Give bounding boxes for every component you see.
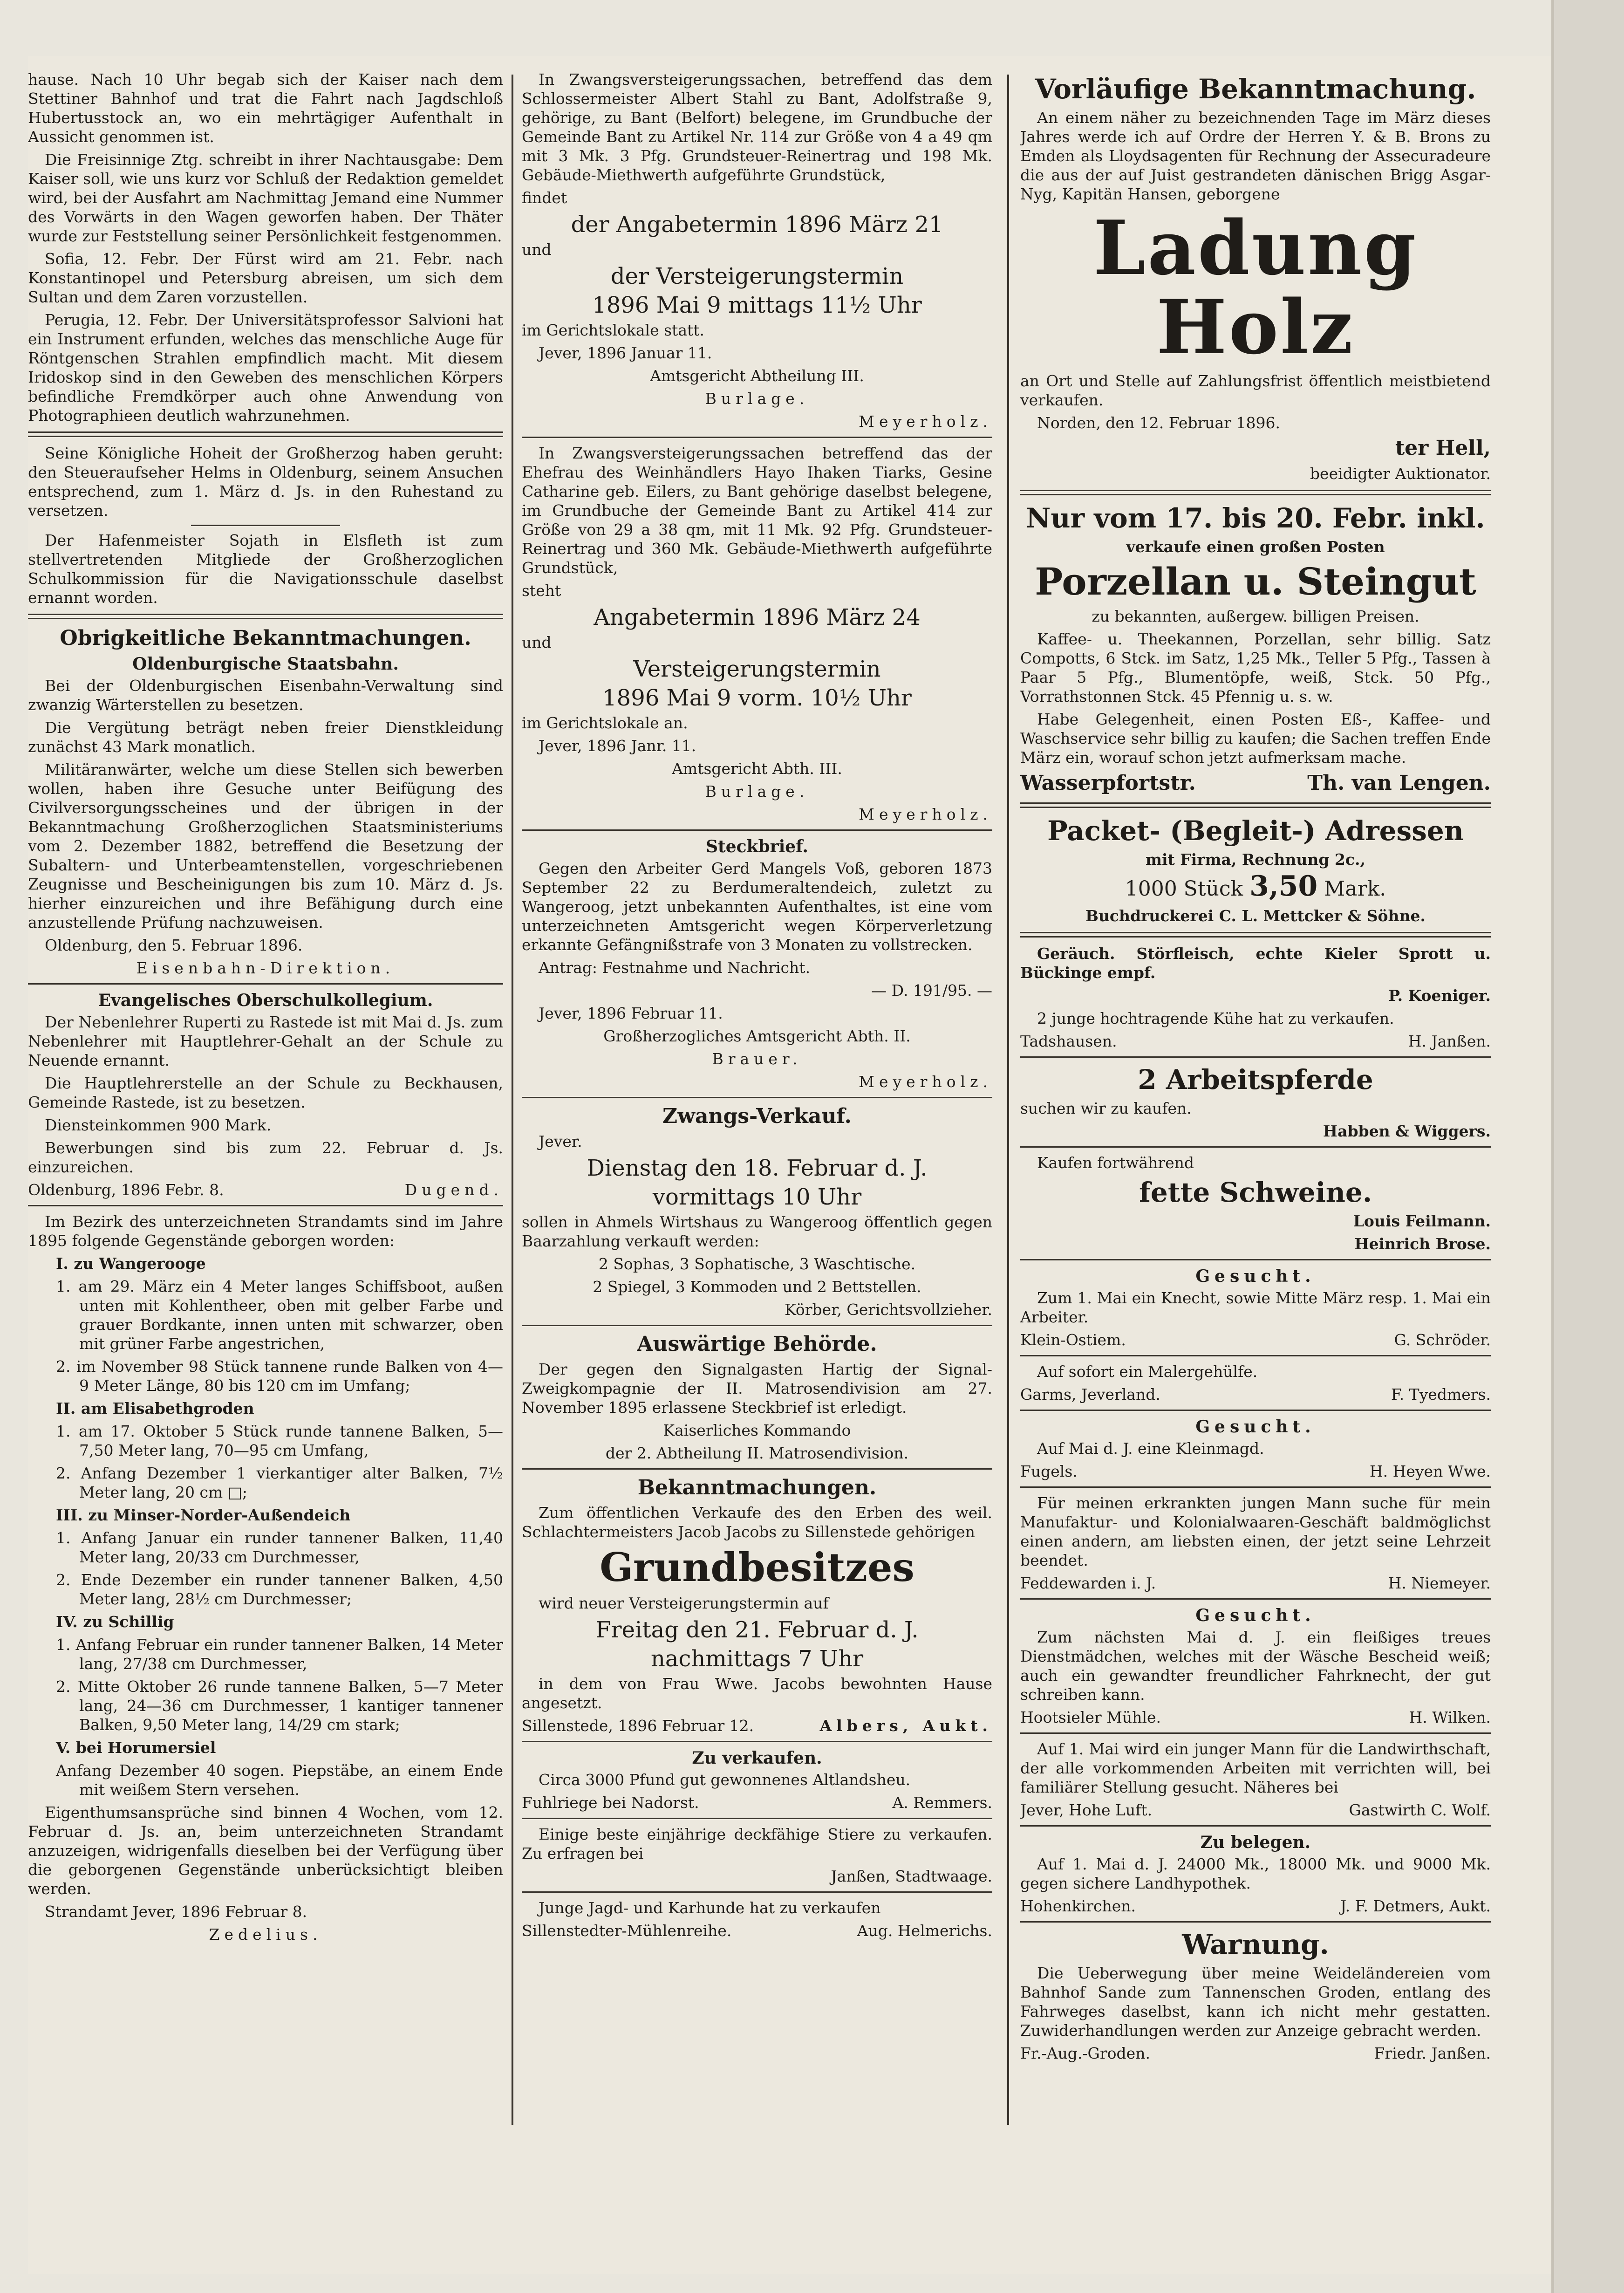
signature: Albers, Aukt. [819,1717,992,1735]
court: Großherzogliches Amtsgericht Abth. II. [603,1027,911,1045]
divider [1020,1486,1491,1488]
strandamt-item: Anfang Dezember 40 sogen. Piepstäbe, an einem Ende mit weißem Stern versehen. [56,1761,503,1799]
court: Amtsgericht Abtheilung III. [650,367,864,385]
signature: ter Hell, [1395,436,1491,460]
signature: Habben & Wiggers. [1323,1122,1491,1140]
signature: der 2. Abtheilung II. Matrosendivision. [605,1444,909,1462]
news-perugia: Perugia, 12. Febr. Der Universitätsprofessor Salvioni hat ein Instrument erfunden, welches das menschliche Auge für Röntgenschen Strahlen empfindlich macht. Mit diesem Iridoskop sind in den Geweben des menschlichen Körpers befindliche Fremdkörper auch ohne Anwendung von Photographieen deutlich wahrzunehmen. [28,311,503,424]
signature: Buchdruckerei C. L. Mettcker & Söhne. [1085,907,1426,925]
zwangsversteigerung-text: In Zwangsversteigerungssachen, betreffend das dem Schlossermeister Albert Stahl zu Bant, Adolfstraße 9, gehörige, zu Bant (Belfort) belegene, im Grundbuche der Gemeinde Bant zu Artikel Nr. 114 zur Größe von 4 a 49 qm mit 3 Mk. 3 Pfg. Grundsteuer-Reinertrag und 198 Mk. Gebäude-Miethwerth aufgeführte Grundstück, [522,70,992,184]
footer [522,1921,992,1940]
section-divider [1020,802,1491,808]
strandamt-heading: V. bei Horumersiel [56,1739,216,1757]
zwangsversteigerung-text: In Zwangsversteigerungssachen betreffend das der Ehefrau des Weinhändlers Hayo Ihaken Tiarks, Gesine Catharine geb. Eilers, zu Bant gehörige daselbst belegene, im Grundbuche der Gemeinde Bant zu Artikel 414 zur Größe von 29 a 38 qm, mit 11 Mk. 92 Pfg. Grundsteuer-Reinertrag und 360 Mk. Gebäude-Miethwerth aufgeführte Grundstück, [522,444,992,577]
label: steht [522,582,561,600]
footer [1020,771,1491,796]
strandamt-item: 1. am 17. Oktober 5 Stück runde tannene Balken, 5—7,50 Meter lang, 70—95 cm Umfang, [56,1422,503,1459]
price-unit: Mark. [1324,877,1386,901]
place: Garms, Jeverland. [1020,1385,1160,1403]
signature: Friedr. Janßen. [1374,2044,1491,2062]
footer [1020,1896,1491,1916]
date: Jever, 1896 Janr. 11. [539,737,696,755]
text: suchen wir zu kaufen. [1020,1099,1192,1117]
headline: 1896 Mai 9 vorm. 10½ Uhr [602,685,912,711]
divider [1020,1410,1491,1411]
price-qty: 1000 Stück [1125,877,1243,901]
headline-ladung-holz: Ladung Holz [1093,204,1418,371]
text: Habe Gelegenheit, einen Posten Eß-, Kaffee- und Waschservice sehr billig zu kaufen; die Sachen treffen Ende März ein, worauf schon jetzt aufmerksam mache. [1020,710,1491,767]
title-gesucht: Gesucht. [1195,1417,1316,1437]
signature: Kaiserliches Kommando [663,1421,851,1439]
divider [191,525,340,526]
section-divider [1020,490,1491,495]
headline-arbeitspferde: 2 Arbeitspferde [1138,1064,1373,1095]
signature: Brauer. [712,1050,802,1068]
text: im Gerichtslokale statt. [522,321,705,339]
divider [522,1891,992,1893]
place: Fr.-Aug.-Groden. [1020,2044,1150,2062]
price-value: 3,50 [1249,870,1318,903]
notice-title-staatsbahn: Oldenburgische Staatsbahn. [132,654,399,674]
place: Feddewarden i. J. [1020,1574,1156,1592]
title-bekanntmachungen: Bekanntmachungen. [637,1476,877,1499]
footer [522,1716,992,1735]
text: Einige beste einjährige deckfähige Stiere zu verkaufen. Zu erfragen bei [522,1825,992,1862]
strandamt-item: 2. Mitte Oktober 26 runde tannene Balken, 5—7 Meter lang, 24—36 cm Durchmesser, 1 kantiger tannener Balken, 9,50 Meter lang, 14/29 cm stark; [56,1677,503,1734]
text: Die Ueberwegung über meine Weideländereien vom Bahnhof Sande zum Tannenschen Groden, entlang des Fahrweges daselbst, kann ich nicht mehr gestatten. Zuwiderhandlungen werden zur Anzeige gebracht werden. [1020,1964,1491,2040]
notice-text: Bewerbungen sind bis zum 22. Februar d. Js. einzureichen. [28,1139,503,1176]
text: Auf Mai d. J. eine Kleinmagd. [1037,1439,1264,1458]
signature: J. F. Detmers, Aukt. [1340,1897,1491,1915]
text: Für meinen erkrankten jungen Mann suche für mein Manufaktur- und Kolonialwaaren-Geschäft baldmöglichst einen andern, am liebsten einen, der jetzt seine Lehrzeit beendet. [1020,1494,1491,1569]
footer [1020,1574,1491,1593]
strandamt-intro: Im Bezirk des unterzeichneten Strandamts sind im Jahre 1895 folgende Gegenstände geborgen worden: [28,1212,503,1250]
headline-porzellan-dates: Nur vom 17. bis 20. Febr. inkl. [1026,502,1485,534]
signature: Gastwirth C. Wolf. [1349,1801,1491,1819]
section-divider [28,614,503,619]
signature: Meyerholz. [859,412,992,431]
court: Amtsgericht Abth. III. [672,760,842,778]
place: Sillenstedter-Mühlenreihe. [522,1922,732,1940]
text: in dem von Frau Wwe. Jacobs bewohnten Hause angesetzt. [522,1675,992,1712]
title-auswaertige: Auswärtige Behörde. [637,1332,877,1356]
headline: der Versteigerungstermin [610,263,904,289]
signature: Heinrich Brose. [1354,1235,1491,1253]
notice-signature: Eisenbahn-Direktion. [136,959,395,977]
column-1 [28,70,503,1948]
text: Kaffee- u. Theekannen, Porzellan, sehr billig. Satz Compotts, 6 Stck. im Satz, 1,25 Mk., Teller 5 Pfg., Tassen à Paar 5 Pfg., Blumentöpfe, weiß, Stck. 50 Pfg., Vorrathstonnen Stck. 45 Pfennig u. s. w. [1020,630,1491,705]
footer [1020,1800,1491,1820]
place: Klein-Ostiem. [1020,1331,1126,1349]
signature: P. Koeniger. [1388,986,1491,1005]
divider [1020,1598,1491,1600]
signature: H. Wilken. [1409,1708,1491,1726]
headline-schweine: fette Schweine. [1139,1177,1372,1208]
headline-porzellan: Porzellan u. Steingut [1035,560,1476,603]
column-2 [522,70,992,1944]
place: Fuhlriege bei Nadorst. [522,1793,699,1812]
title-gesucht: Gesucht. [1195,1266,1316,1286]
footer [1020,1462,1491,1481]
text: Zum öffentlichen Verkaufe des den Erben des weil. Schlachtermeisters Jacob Jacobs zu Sillenstede gehörigen [522,1504,992,1541]
signature: Aug. Helmerichs. [857,1922,992,1940]
notice-text: Die Vergütung beträgt neben freier Dienstkleidung zunächst 43 Mark monatlich. [28,719,503,756]
strandamt-date: Strandamt Jever, 1896 Februar 8. [45,1903,307,1921]
signature: H. Niemeyer. [1388,1574,1491,1592]
headline: 1896 Mai 9 mittags 11½ Uhr [592,292,922,318]
text: Zum nächsten Mai d. J. ein fleißiges treues Dienstmädchen, welches mit der Wäsche Bescheid weiß; auch ein gewandter freundlicher Fahrknecht, der gut schreiben kann. [1020,1628,1491,1704]
divider [522,1097,992,1098]
headline: Freitag den 21. Februar d. J. [595,1617,919,1643]
strandamt-item: 1. am 29. März ein 4 Meter langes Schiffsboot, außen unten mit Kohlentheer, oben mit gelber Farbe und grauer Bordkante, innen unten mit schwarzer, oben mit grüner Farbe angestrichen, [56,1277,503,1353]
footer [1020,1330,1491,1349]
notice-text: Der Nebenlehrer Ruperti zu Rastede ist mit Mai d. Js. zum Nebenlehrer mit Hauptlehrer-Gehalt an der Schule zu Neuende ernannt. [28,1013,503,1069]
signature: H. Heyen Wwe. [1369,1462,1491,1480]
headline-packet: Packet- (Begleit-) Adressen [1047,815,1464,847]
place: Hohenkirchen. [1020,1897,1136,1915]
signature: Meyerholz. [859,805,992,823]
date: Jever, 1896 Januar 11. [539,344,712,362]
strandamt-heading: III. zu Minser-Norder-Außendeich [56,1506,351,1524]
strandamt-item: 1. Anfang Februar ein runder tannener Balken, 14 Meter lang, 27/38 cm Durchmesser, [56,1636,503,1673]
newspaper-page [28,56,1565,2274]
divider [1020,1732,1491,1734]
column-rule [512,75,513,2125]
signature: F. Tyedmers. [1391,1385,1491,1403]
text: Auf 1. Mai d. J. 24000 Mk., 18000 Mk. und 9000 Mk. gegen sichere Landhypothek. [1020,1855,1491,1892]
divider [1020,1056,1491,1058]
signature: Körber, Gerichtsvollzieher. [785,1301,992,1319]
notice-text: Diensteinkommen 900 Mark. [45,1116,272,1134]
text: wird neuer Versteigerungstermin auf [539,1594,829,1612]
signature: Burlage. [705,782,809,801]
news-freisinnige: Die Freisinnige Ztg. schreibt in ihrer Nachtausgabe: Dem Kaiser soll, wie uns kurz vor Schluß der Redaktion gemeldet wird, bei der Ausfahrt am Nachmittag Jemand eine Nummer des Vorwärts in den Wagen geworfen haben. Der Thäter wurde zur Feststellung seiner Persönlichkeit festgenommen. [28,151,503,245]
column-3 [1020,70,1491,2067]
signature: Janßen, Stadtwaage. [831,1867,992,1885]
place: Tadshausen. [1020,1032,1117,1050]
divider [28,983,503,985]
headline: Versteigerungstermin [633,656,881,682]
footer [1020,1032,1491,1051]
signature: beeidigter Auktionator. [1310,465,1491,483]
notice-signature: Dugend. [404,1181,503,1199]
signature: Burlage. [705,390,809,408]
headline: der Angabetermin 1896 März 21 [571,212,943,238]
text: Auf sofort ein Malergehülfe. [1037,1362,1258,1381]
headline-grundbesitz: Grundbesitzes [600,1544,914,1590]
divider [1020,1921,1491,1923]
page-edge [1551,0,1624,2293]
strandamt-heading: IV. zu Schillig [56,1613,174,1631]
steckbrief-text: Gegen den Arbeiter Gerd Mangels Voß, geboren 1873 September 22 zu Berdumeraltendeich, zuletzt zu Wangeroog, jetzt unbekannten Aufenthaltes, ist eine vom unterzeichneten Amtsgericht wegen Körperverletzung erkannte Gefängnißstrafe von 3 Monaten zu vollstrecken. [522,859,992,954]
text: verkaufe einen großen Posten [1126,538,1385,556]
place: Jever. [539,1132,582,1150]
news-kaiser: hause. Nach 10 Uhr begab sich der Kaiser nach dem Stettiner Bahnhof und trat die Fahrt nach Jagdschloß Hubertusstock an, wo ein mehrtägiger Aufenthalt in Aussicht genommen ist. [28,70,503,146]
price-line [1020,870,1491,903]
divider [1020,1146,1491,1148]
footer [1020,1708,1491,1727]
label: und [522,240,552,259]
item: 2 Sophas, 3 Sophatische, 3 Waschtische. [598,1255,916,1273]
news-sofia: Sofia, 12. Febr. Der Fürst wird am 21. Febr. nach Konstantinopel und Petersburg abreisen, um sich dem Sultan und dem Zaren vorzustellen. [28,250,503,306]
strandamt-item: 2. Anfang Dezember 1 vierkantiger alter Balken, 7½ Meter lang, 20 cm □; [56,1464,503,1501]
place: Jever, Hohe Luft. [1020,1801,1153,1819]
divider [522,829,992,831]
signature: Louis Feilmann. [1353,1212,1491,1230]
label: und [522,633,552,651]
text: Circa 3000 Pfund gut gewonnenes Altlandsheu. [539,1771,911,1789]
date: Sillenstede, 1896 Februar 12. [522,1717,754,1735]
divider [522,1741,992,1742]
section-title-obrigkeit: Obrigkeitliche Bekanntmachungen. [60,626,471,650]
text: mit Firma, Rechnung 2c., [1146,850,1365,869]
headline: nachmittags 7 Uhr [650,1646,864,1672]
text: zu bekannten, außergew. billigen Preisen. [1092,607,1419,625]
footer [1020,1385,1491,1404]
strandamt-signature: Zedelius. [209,1925,322,1944]
headline-warnung: Warnung. [1182,1929,1329,1960]
text: Geräuch. Störfleisch, echte Kieler Sprott u. Bückinge empf. [1020,945,1491,982]
text: 2 junge hochtragende Kühe hat zu verkaufen. [1037,1009,1394,1027]
title-vorlaeufige: Vorläufige Bekanntmachung. [1035,73,1476,105]
text: an Ort und Stelle auf Zahlungsfrist öffentlich meistbietend verkaufen. [1020,372,1491,409]
label: findet [522,189,567,207]
title-zu-verkaufen: Zu verkaufen. [692,1748,822,1768]
title-gesucht: Gesucht. [1195,1606,1316,1625]
text: sollen in Ahmels Wirtshaus zu Wangeroog öffentlich gegen Baarzahlung verkauft werden: [522,1213,992,1250]
signature: H. Janßen. [1408,1032,1491,1050]
signature: Meyerholz. [859,1073,992,1091]
date: Jever, 1896 Februar 11. [539,1004,723,1022]
steckbrief-antrag: Antrag: Festnahme und Nachricht. [539,958,811,977]
headline: Dienstag den 18. Februar d. J. [587,1155,928,1181]
divider [1020,1825,1491,1827]
notice-footer [28,1180,503,1199]
notice-grossherzog: Seine Königliche Hoheit der Großherzog haben geruht: den Steueraufseher Helms in Oldenburg, seinem Ansuchen entsprechend, zum 1. März d. Js. in den Ruhestand zu versetzen. [28,444,503,520]
title-zwangsverkauf: Zwangs-Verkauf. [662,1104,852,1128]
date: Norden, den 12. Februar 1896. [1037,414,1280,432]
strandamt-item: 2. Ende Dezember ein runder tannener Balken, 4,50 Meter lang, 28½ cm Durchmesser; [56,1571,503,1608]
steckbrief-ref: — D. 191/95. — [871,981,992,999]
strandamt-heading: I. zu Wangerooge [56,1254,206,1273]
notice-text: Bei der Oldenburgischen Eisenbahn-Verwaltung sind zwanzig Wärterstellen zu besetzen. [28,677,503,714]
footer [522,1793,992,1812]
divider [1020,1259,1491,1260]
text: Kaufen fortwährend [1037,1154,1194,1172]
text: Auf 1. Mai wird ein junger Mann für die Landwirthschaft, der alle vorkommenden Arbeiten mit verrichten will, bei familiärer Stellung gesucht. Näheres bei [1020,1740,1491,1796]
notice-date: Oldenburg, den 5. Februar 1896. [45,936,303,954]
strandamt-heading: II. am Elisabethgroden [56,1399,254,1417]
strandamt-item: 2. im November 98 Stück tannene runde Balken von 4—9 Meter Länge, 80 bis 120 cm im Umfang; [56,1357,503,1395]
strandamt-item: 1. Anfang Januar ein runder tannener Balken, 11,40 Meter lang, 20/33 cm Durchmesser, [56,1529,503,1566]
text: An einem näher zu bezeichnenden Tage im März dieses Jahres werde ich auf Ordre der Herren Y. & B. Brons zu Emden als Lloydsagenten für Rechnung der Assecuradeure die aus der auf Juist gestrandeten dänischen Brigg Asgar-Nyg, Kapitän Hansen, geborgene [1020,109,1491,203]
section-divider [1020,932,1491,938]
item: 2 Spiegel, 3 Kommoden und 2 Bettstellen. [593,1278,921,1296]
place: Fugels. [1020,1462,1078,1480]
address: Wasserpfortstr. [1020,771,1196,795]
headline: vormittags 10 Uhr [652,1184,862,1210]
strandamt-text: Eigenthumsansprüche sind binnen 4 Wochen, vom 12. Februar d. Js. an, beim unterzeichneten Strandamt anzuzeigen, widrigenfalls dieselben bei der Verfügung über die geborgenen Gegenstände unberücksichtigt bleiben werden. [28,1803,503,1898]
text: im Gerichtslokale an. [522,714,688,732]
divider [28,1205,503,1206]
text: Der gegen den Signalgasten Hartig der Signal-Zweigkompagnie der II. Matrosendivision am 27. November 1895 erlassene Steckbrief ist erledigt. [522,1360,992,1417]
notice-text: Die Hauptlehrerstelle an der Schule zu Beckhausen, Gemeinde Rastede, ist zu besetzen. [28,1074,503,1111]
signature: G. Schröder. [1394,1331,1491,1349]
divider [1020,1355,1491,1356]
text: Junge Jagd- und Karhunde hat zu verkaufen [539,1899,881,1917]
column-rule [1007,75,1009,2125]
place: Hootsieler Mühle. [1020,1708,1161,1726]
notice-text: Militäranwärter, welche um diese Stellen sich bewerben wollen, haben ihre Gesuche unter Beifügung des Civilversorgungsscheines und der übrigen in der Bekanntmachung Großherzoglichen Staatsministeriums vom 2. Dezember 1882, betreffend die Besetzung der Subaltern- und Unterbeamtenstellen, vorgeschriebenen Zeugnisse und Bescheinigungen bis zum 10. März d. Js. hierher einzureichen und ihre Befähigung durch eine anzustellende Prüfung nachzuweisen. [28,760,503,931]
text: Zum 1. Mai ein Knecht, sowie Mitte März resp. 1. Mai ein Arbeiter. [1020,1289,1491,1326]
notice-hafenmeister: Der Hafenmeister Sojath in Elsfleth ist zum stellvertretenden Mitgliede der Großherzoglichen Schulkommission für die Navigationsschule daselbst ernannt worden. [28,531,503,607]
divider [522,437,992,438]
title-zu-belegen: Zu belegen. [1200,1833,1311,1852]
signature: Th. van Lengen. [1307,771,1491,795]
divider [522,1325,992,1326]
divider [522,1468,992,1470]
notice-title-oberschul: Evangelisches Oberschulkollegium. [98,991,433,1010]
section-divider [28,431,503,437]
title-steckbrief: Steckbrief. [706,837,808,856]
footer [1020,2044,1491,2063]
signature: A. Remmers. [892,1793,992,1812]
divider [522,1818,992,1819]
notice-date: Oldenburg, 1896 Febr. 8. [28,1181,224,1199]
headline: Angabetermin 1896 März 24 [594,604,921,630]
